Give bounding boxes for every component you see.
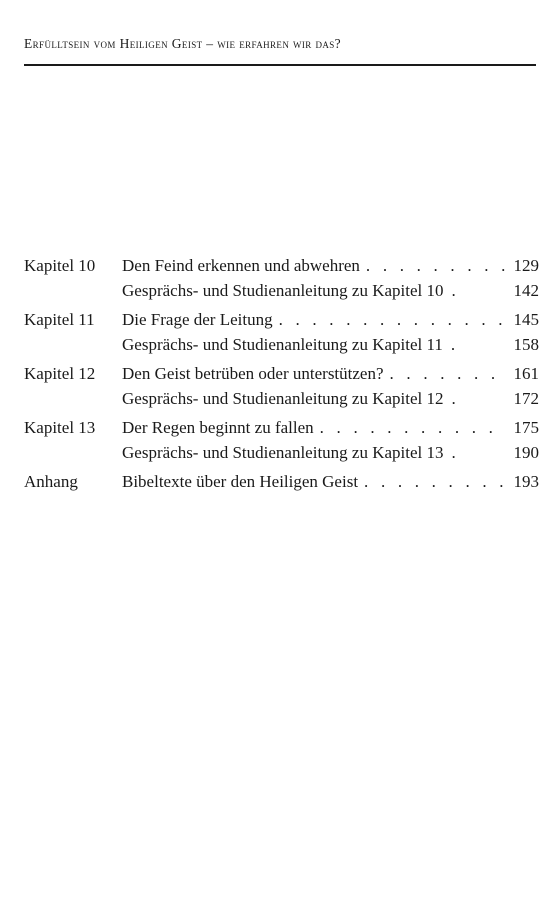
toc-entry — [24, 310, 539, 335]
toc-subentry-title: Gesprächs- und Studienanleitung zu Kapitel 10 — [122, 280, 444, 300]
toc-subentry — [24, 389, 539, 414]
toc-entry-title: Den Feind erkennen und abwehren — [122, 256, 360, 275]
toc-entry-page: 129 — [513, 256, 539, 275]
toc-entry-label: Kapitel 13 — [24, 418, 96, 437]
dot-leader: . — [451, 388, 456, 408]
toc-subentry-title: Gesprächs- und Studienanleitung zu Kapitel 13 — [122, 442, 444, 462]
toc-entry-label: Anhang — [24, 472, 78, 491]
toc-subentry-title: Gesprächs- und Studienanleitung zu Kapitel 12 — [122, 388, 444, 408]
dot-leader — [314, 418, 505, 438]
toc-entry-title: Die Frage der Leitung — [122, 310, 273, 329]
toc-entry — [24, 364, 539, 389]
toc-entry — [24, 256, 539, 281]
dot-leader — [273, 310, 505, 330]
toc-subentry-page: 172 — [513, 388, 539, 408]
toc-subentry-page: 158 — [513, 334, 539, 354]
toc-entry-title: Bibeltexte über den Heiligen Geist — [122, 472, 359, 491]
dot-leader: . — [451, 442, 456, 462]
toc-entry-label: Kapitel 11 — [24, 310, 95, 329]
toc-subentry — [24, 335, 539, 360]
dot-leader — [358, 472, 505, 492]
toc-entry — [24, 472, 539, 497]
dot-leader — [360, 256, 505, 276]
dot-leader: . — [451, 280, 456, 300]
toc-subentry-title: Gesprächs- und Studienanleitung zu Kapitel 11 — [122, 334, 443, 354]
toc-subentry — [24, 281, 539, 306]
toc-subentry-page: 142 — [513, 280, 539, 300]
toc-entry-page: 145 — [513, 310, 539, 329]
toc-subentry-page: 190 — [513, 442, 539, 462]
toc-entry-page: 161 — [513, 364, 539, 383]
toc-entry — [24, 418, 539, 443]
toc-entry-label: Kapitel 10 — [24, 256, 96, 275]
running-head: Erfülltsein vom Heiligen Geist – wie erfahren wir das? — [24, 36, 342, 51]
toc-entry-title: Den Geist betrüben oder unterstützen? — [122, 364, 384, 383]
header-rule — [24, 64, 536, 66]
dot-leader: . — [450, 334, 456, 354]
dot-leader — [384, 364, 505, 384]
table-of-contents — [24, 256, 539, 497]
toc-entry-page: 193 — [513, 472, 539, 491]
toc-entry-label: Kapitel 12 — [24, 364, 96, 383]
toc-entry-title: Der Regen beginnt zu fallen — [122, 418, 314, 437]
toc-subentry — [24, 443, 539, 468]
toc-entry-page: 175 — [513, 418, 539, 437]
